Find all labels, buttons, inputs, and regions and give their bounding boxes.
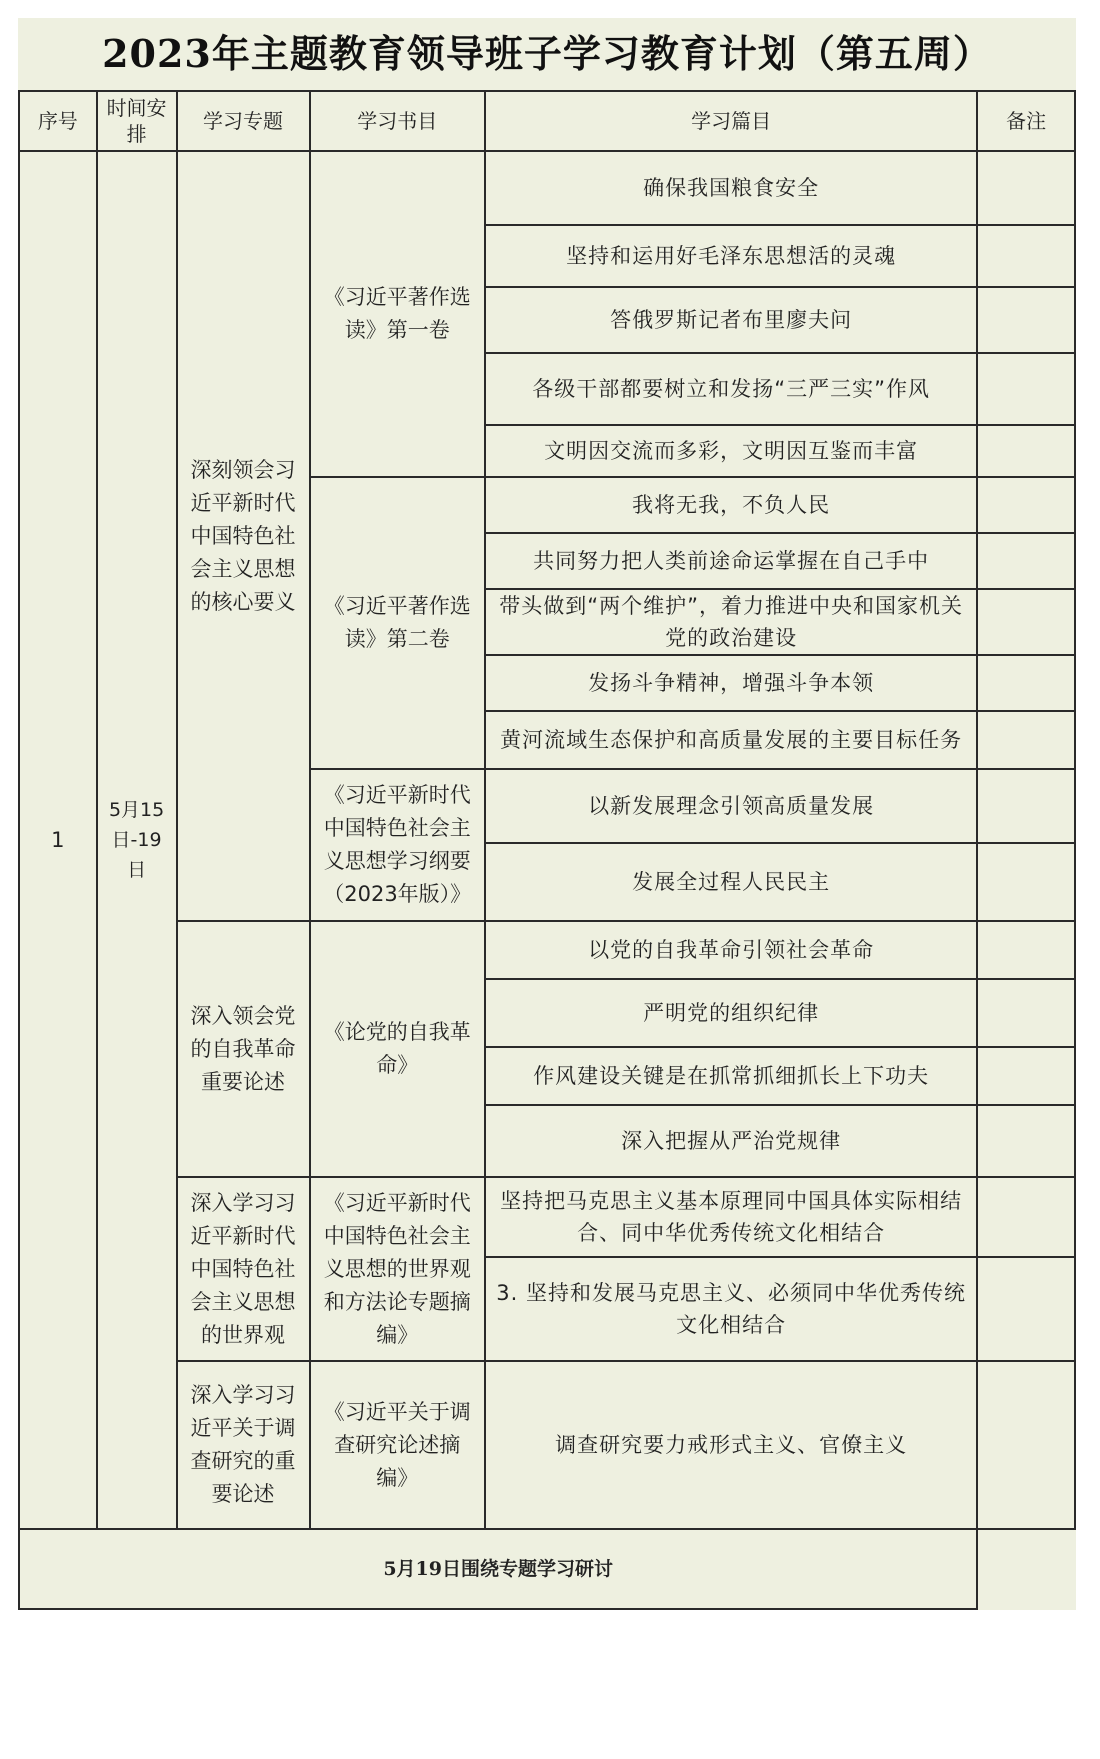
article-cell: 文明因交流而多彩，文明因互鉴而丰富 — [485, 425, 978, 477]
article-cell: 深入把握从严治党规律 — [485, 1105, 978, 1177]
note-cell — [977, 711, 1075, 769]
topic-cell: 深入学习习近平关于调查研究的重要论述 — [177, 1361, 310, 1529]
article-cell: 坚持和运用好毛泽东思想活的灵魂 — [485, 225, 978, 287]
topic-cell: 深刻领会习近平新时代中国特色社会主义思想的核心要义 — [177, 151, 310, 921]
seq-cell: 1 — [19, 151, 97, 1529]
book-cell: 《习近平新时代中国特色社会主义思想学习纲要（2023年版）》 — [310, 769, 485, 921]
header-article: 学习篇目 — [485, 91, 978, 151]
article-cell: 我将无我，不负人民 — [485, 477, 978, 533]
table-row — [19, 1361, 1075, 1529]
article-cell: 发展全过程人民民主 — [485, 843, 978, 921]
header-note: 备注 — [977, 91, 1075, 151]
book-cell: 《论党的自我革命》 — [310, 921, 485, 1177]
note-cell — [977, 655, 1075, 711]
table-row — [19, 1177, 1075, 1257]
article-cell: 作风建设关键是在抓常抓细抓长上下功夫 — [485, 1047, 978, 1105]
article-cell: 坚持把马克思主义基本原理同中国具体实际相结合、同中华优秀传统文化相结合 — [485, 1177, 978, 1257]
topic-cell: 深入领会党的自我革命重要论述 — [177, 921, 310, 1177]
note-cell — [977, 1361, 1075, 1529]
note-cell — [977, 225, 1075, 287]
header-row — [19, 91, 1075, 151]
article-cell: 以党的自我革命引领社会革命 — [485, 921, 978, 979]
table-row — [19, 151, 1075, 225]
article-cell: 3. 坚持和发展马克思主义、必须同中华优秀传统文化相结合 — [485, 1257, 978, 1361]
article-cell: 各级干部都要树立和发扬“三严三实”作风 — [485, 353, 978, 425]
book-cell: 《习近平著作选读》第二卷 — [310, 477, 485, 769]
plan-sheet — [18, 18, 1076, 1610]
note-cell — [977, 151, 1075, 225]
note-cell — [977, 1047, 1075, 1105]
note-cell — [977, 533, 1075, 589]
time-cell: 5月15日-19日 — [97, 151, 177, 1529]
article-cell: 带头做到“两个维护”，着力推进中央和国家机关党的政治建设 — [485, 589, 978, 655]
footer-row — [19, 1529, 1075, 1609]
topic-cell: 深入学习习近平新时代中国特色社会主义思想的世界观 — [177, 1177, 310, 1361]
note-cell — [977, 589, 1075, 655]
note-cell — [977, 921, 1075, 979]
page-title: 2023年主题教育领导班子学习教育计划（第五周） — [102, 31, 992, 76]
footer-cell: 5月19日围绕专题学习研讨 — [19, 1529, 977, 1609]
article-cell: 严明党的组织纪律 — [485, 979, 978, 1047]
article-cell: 发扬斗争精神，增强斗争本领 — [485, 655, 978, 711]
article-cell: 以新发展理念引领高质量发展 — [485, 769, 978, 843]
note-cell — [977, 477, 1075, 533]
header-time: 时间安排 — [97, 91, 177, 151]
article-cell: 确保我国粮食安全 — [485, 151, 978, 225]
note-cell — [977, 425, 1075, 477]
book-cell: 《习近平著作选读》第一卷 — [310, 151, 485, 477]
note-cell — [977, 287, 1075, 353]
note-cell — [977, 979, 1075, 1047]
header-seq: 序号 — [19, 91, 97, 151]
article-cell: 共同努力把人类前途命运掌握在自己手中 — [485, 533, 978, 589]
note-cell — [977, 843, 1075, 921]
note-cell — [977, 353, 1075, 425]
note-cell — [977, 1257, 1075, 1361]
header-book: 学习书目 — [310, 91, 485, 151]
article-cell: 调查研究要力戒形式主义、官僚主义 — [485, 1361, 978, 1529]
header-topic: 学习专题 — [177, 91, 310, 151]
book-cell: 《习近平关于调查研究论述摘编》 — [310, 1361, 485, 1529]
article-cell: 答俄罗斯记者布里廖夫问 — [485, 287, 978, 353]
note-cell — [977, 769, 1075, 843]
book-cell: 《习近平新时代中国特色社会主义思想的世界观和方法论专题摘编》 — [310, 1177, 485, 1361]
plan-table — [18, 90, 1076, 1610]
note-cell — [977, 1105, 1075, 1177]
note-cell — [977, 1177, 1075, 1257]
article-cell: 黄河流域生态保护和高质量发展的主要目标任务 — [485, 711, 978, 769]
table-row — [19, 921, 1075, 979]
